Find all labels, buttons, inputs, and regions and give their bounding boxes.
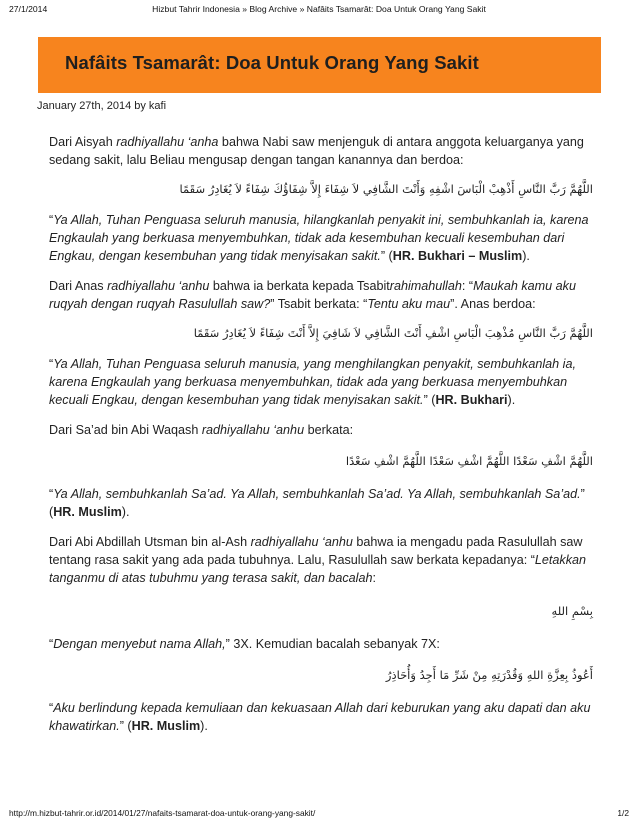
arabic-prayer-3: اللَّهُمَّ اشْفِ سَعْدًا اللَّهُمَّ اشْفِ سَعْدًا اللَّهُمَّ اشْفِ سَعْدًا <box>345 454 593 468</box>
source-citation: HR. Bukhari – Muslim <box>392 249 523 263</box>
translation-3: “Ya Allah, sembuhkanlah Sa’ad. Ya Allah, sembuhkanlah Sa’ad. Ya Allah, sembuhkanlah Sa’ad.” (HR. Muslim). <box>49 487 585 519</box>
translation-2: “Ya Allah, Tuhan Penguasa seluruh manusia, yang menghilangkan penyakit, sembuhkanlah ia, karena Engkaulah yang berkuasa menyembuhkan, tidak ada yang berkuasa menyembuhkan kecuali Engkau, dengan kesembuhan yang tidak menyisakan sakit.” (HR. Bukhari). <box>49 357 576 407</box>
article-title: Nafâits Tsamarât: Doa Untuk Orang Yang Sakit <box>65 52 479 73</box>
source-citation: HR. Bukhari <box>435 393 508 407</box>
print-header <box>9 4 629 18</box>
paragraph-utsman: Dari Abi Abdillah Utsman bin al-Ash radhiyallahu ‘anhu bahwa ia mengadu pada Rasulullah saw tentang rasa sakit yang ada pada tubuhnya. Lalu, Rasulullah saw berkata kepadanya: “Letakkan tanganmu di atas tubuhmu yang terasa sakit, dan bacalah: <box>49 535 587 585</box>
arabic-prayer-1: اللَّهُمَّ رَبَّ النَّاسِ أَذْهِبْ الْبَاسَ اشْفِهِ وَأَنْتَ الشَّافِي لاَ شِفَاءَ إِلاَّ شِفَاؤُكَ شِفَاءً لاَ يُغَادِرُ سَقَمًا <box>179 182 593 196</box>
paragraph-saad: Dari Sa’ad bin Abi Waqash radhiyallahu ‘anhu berkata: <box>49 423 354 437</box>
source-citation: HR. Muslim <box>131 719 201 733</box>
print-page-title: Hizbut Tahrir Indonesia » Blog Archive » Nafâits Tsamarât: Doa Untuk Orang Yang Sakit <box>152 4 486 14</box>
page-number: 1/2 <box>617 808 629 818</box>
arabic-prayer-5: أَعُوذُ بِعِزَّةِ اللهِ وَقُدْرَتِهِ مِنْ شَرِّ مَا أَجِدُ وَأُحَاذِرُ <box>385 668 593 682</box>
article-body <box>49 133 593 735</box>
translation-5: “Aku berlindung kepada kemuliaan dan kekuasaan Allah dari keburukan yang aku dapati dan aku khawatirkan.” (HR. Muslim). <box>49 701 591 733</box>
print-url: http://m.hizbut-tahrir.or.id/2014/01/27/nafaits-tsamarat-doa-untuk-orang-yang-sakit/ <box>9 808 316 818</box>
translation-4: “Dengan menyebut nama Allah,” 3X. Kemudian bacalah sebanyak 7X: <box>49 637 440 651</box>
translation-1: “Ya Allah, Tuhan Penguasa seluruh manusia, hilangkanlah penyakit ini, sembuhkanlah ia, karena Engkaulah yang berkuasa menyembuhkan, tidak ada kesembuhan kecuali kesembuhan dari Engkau, dengan kesembuhan yang tidak menyisakan sakit.” (HR. Bukhari – Muslim). <box>49 213 589 263</box>
arabic-prayer-2: اللَّهُمَّ رَبَّ النَّاسِ مُذْهِبَ الْبَاسِ اشْفِ أَنْتَ الشَّافِي لاَ شَافِيَ إِلاَّ أَنْتَ شِفَاءً لاَ يُغَادِرُ سَقَمًا <box>193 326 593 340</box>
arabic-basmalah: بِسْمِ اللهِ <box>551 604 593 618</box>
paragraph-anas: Dari Anas radhiyallahu ‘anhu bahwa ia berkata kepada Tsabitrahimahullah: “Maukah kamu aku ruqyah dengan ruqyah Rasulullah saw?” Tsabit berkata: “Tentu aku mau”. Anas berdoa: <box>49 279 576 311</box>
print-date: 27/1/2014 <box>9 4 48 14</box>
source-citation: HR. Muslim <box>53 505 122 519</box>
paragraph-aisyah: Dari Aisyah radhiyallahu ‘anha bahwa Nabi saw menjenguk di antara anggota keluarganya yang sedang sakit, lalu Beliau mengusap dengan tangan kanannya dan berdoa: <box>49 135 584 167</box>
print-footer <box>9 808 629 820</box>
article-meta: January 27th, 2014 by kafi <box>37 100 167 112</box>
article-title-banner <box>38 37 601 93</box>
